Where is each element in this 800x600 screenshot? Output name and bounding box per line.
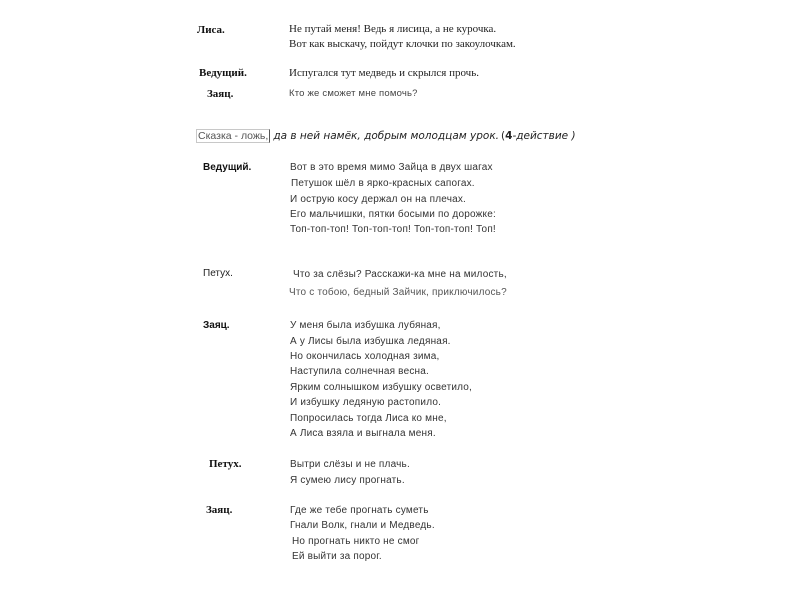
hare-line-1: Кто же сможет мне помочь? <box>289 88 418 99</box>
act4-speaker-rooster-2: Петух. <box>209 458 242 470</box>
act4-speaker-narrator: Ведущий. <box>203 162 252 173</box>
act4-hare2-line-4: Ей выйти за порог. <box>292 551 382 562</box>
act4-hare-line-4: Наступила солнечная весна. <box>290 366 430 377</box>
proverb-italic-text: да в ней намёк, добрым молодцам урок. <box>273 130 500 142</box>
act4-hare2-line-2: Гнали Волк, гнали и Медведь. <box>290 520 435 531</box>
act4-rooster2-line-1: Вытри слёзы и не плачь. <box>290 459 410 470</box>
speaker-fox: Лиса. <box>197 24 225 36</box>
act4-speaker-hare-2: Заяц. <box>206 504 233 516</box>
act-label: -действие ) <box>512 130 576 142</box>
act4-hare2-line-3: Но прогнать никто не смог <box>292 536 420 547</box>
act4-hare-line-5: Ярким солнышком избушку осветило, <box>290 382 473 393</box>
proverb-boxed-text: Сказка - ложь, <box>198 130 269 142</box>
act-open-paren: ( <box>501 130 506 142</box>
act4-hare-line-8: А Лиса взяла и выгнала меня. <box>290 428 436 439</box>
act4-narrator-line-3: И острую косу держал он на плечах. <box>290 194 467 205</box>
act4-hare-line-3: Но окончилась холодная зима, <box>290 351 440 362</box>
narrator-line-1: Испугался тут медведь и скрылся прочь. <box>289 67 479 79</box>
act4-rooster2-line-2: Я сумею лису прогнать. <box>290 475 405 486</box>
fox-line-1: Не путай меня! Ведь я лисица, а не курочка. <box>289 23 497 35</box>
act4-narrator-line-2: Петушок шёл в ярко-красных сапогах. <box>291 178 475 189</box>
act4-narrator-line-4: Его мальчишки, пятки босыми по дорожке: <box>290 209 496 220</box>
act4-hare-line-1: У меня была избушка лубяная, <box>290 320 441 331</box>
speaker-hare: Заяц. <box>207 88 234 100</box>
act4-narrator-line-1: Вот в это время мимо Зайца в двух шагах <box>290 162 493 173</box>
act4-speaker-rooster: Петух. <box>203 268 233 279</box>
fox-line-2: Вот как выскачу, пойдут клочки по закоулочкам. <box>289 38 516 50</box>
act4-speaker-hare: Заяц. <box>203 320 230 331</box>
act4-hare-line-6: И избушку ледяную растопило. <box>290 397 442 408</box>
act4-hare2-line-1: Где же тебе прогнать суметь <box>290 505 429 516</box>
act4-hare-line-7: Попросилась тогда Лиса ко мне, <box>290 413 447 424</box>
speaker-narrator: Ведущий. <box>199 67 247 79</box>
act4-hare-line-2: А у Лисы была избушка ледяная. <box>290 336 451 347</box>
section-heading <box>196 126 576 144</box>
act4-rooster-line-1: Что за слёзы? Расскажи-ка мне на милость, <box>293 269 507 280</box>
act4-narrator-line-5: Топ-топ-топ! Топ-топ-топ! Топ-топ-топ! Топ! <box>290 224 496 235</box>
act-number: 4 <box>505 130 513 142</box>
act4-rooster-line-2: Что с тобою, бедный Зайчик, приключилось? <box>289 287 507 298</box>
